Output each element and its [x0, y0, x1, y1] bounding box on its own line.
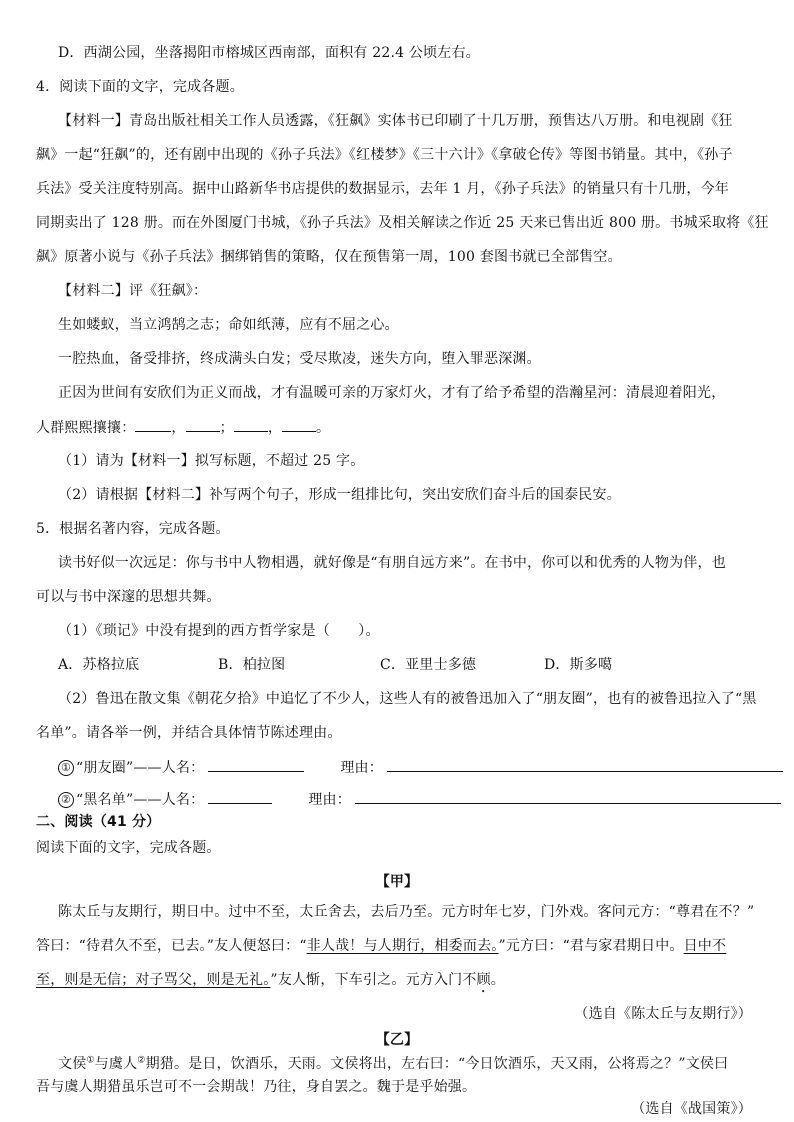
blacklist-reason-blank[interactable] [355, 789, 781, 804]
passage-yi-line2: 吾与虞人期猎虽乐岂可不一会期哉！乃往，身自罢之。魏于是乎始强。 [36, 1079, 477, 1095]
answer-blank-1[interactable] [135, 417, 171, 432]
underlined-sentence-2-end: 至，则是无信；对子骂父，则是无礼。 [36, 972, 271, 988]
q5-title: 5．根据名著内容，完成各题。 [36, 521, 230, 537]
q4-sub1: （1）请为【材料一】拟写标题，不超过 25 字。 [58, 453, 365, 469]
q5-para-line1: 读书好似一次远足：你与书中人物相遇，就好像是“有朋自远方来”。在书中，你可以和优秀的人物为伴，也 [58, 555, 726, 571]
material2-heading: 【材料二】评《狂飙》： [58, 283, 208, 299]
q5-sub2-line1: （2）鲁迅在散文集《朝花夕拾》中追忆了不少人，这些人有的被鲁迅加入了“朋友圈”，也有的被鲁迅拉入了“黑 [58, 691, 757, 707]
footnote-marker-2: ② [137, 1055, 146, 1066]
option-a[interactable]: A．苏格拉底 [58, 657, 140, 673]
friend-reason-blank[interactable] [387, 757, 783, 772]
answer-blank-4[interactable] [282, 417, 316, 432]
q4-sub2: （2）请根据【材料二】补写两个句子，形成一组排比句，突出安欣们奋斗后的国泰民安。 [58, 487, 621, 503]
q4-title: 4．阅读下面的文字，完成各题。 [36, 79, 244, 95]
q5-sub1: （1）《琐记》中没有提到的西方哲学家是（ ）。 [58, 623, 380, 639]
material2-line1: 生如蝼蚁，当立鸿鹄之志；命如纸薄，应有不屈之心。 [58, 317, 399, 333]
answer-blank-2[interactable] [186, 417, 220, 432]
passage-yi-line1: 文侯①与虞人②期猎。是日，饮酒乐，天雨。文侯将出，左右曰：“今日饮酒乐，天又雨，公将焉之？”文侯曰 [58, 1055, 729, 1072]
q5-para-line2: 可以与书中深邃的思想共舞。 [36, 589, 221, 605]
passage-jia-line2: 答曰：“待君久不至，已去。”友人便怒曰：“非人哉！与人期行，相委而去。”元方曰：“君与家君期日中。日中不 [36, 938, 727, 954]
blacklist-name-blank[interactable] [208, 789, 272, 804]
passage-jia-line3: 至，则是无信；对子骂父，则是无礼。”友人惭，下车引之。元方入门不顾。 [36, 972, 505, 988]
friend-circle-row: ① “朋友圈”——人名： 理由： [58, 757, 783, 778]
section2-title: 二、阅读（41 分） [36, 814, 161, 830]
option-d[interactable]: D．斯多噶 [544, 657, 613, 673]
answer-blank-3[interactable] [234, 417, 268, 432]
underlined-sentence-1: 非人哉！与人期行，相委而去。 [306, 938, 499, 954]
option-c[interactable]: C．亚里士多德 [380, 657, 477, 673]
q3-option-d: D．西湖公园，坐落揭阳市榕城区西南部，面积有 22.4 公顷左右。 [58, 45, 480, 61]
friend-name-blank[interactable] [208, 757, 304, 772]
passage-jia-source: （选自《陈太丘与友期行》） [574, 1006, 752, 1022]
material1-line3: 兵法》受关注度特别高。据中山路新华书店提供的数据显示，去年 1 月，《孙子兵法》的销量只有十几册，今年 [36, 181, 730, 197]
material1-line1: 【材料一】青岛出版社相关工作人员透露，《狂飙》实体书已印刷了十几万册，预售达八万册。和电视剧《狂 [58, 113, 733, 129]
q5-sub2-line2: 名单”。请各举一例，并结合具体情节陈述理由。 [36, 725, 342, 741]
circled-number-2: ② [58, 792, 74, 808]
footnote-marker-1: ① [86, 1055, 95, 1066]
material2-line4: 人群熙熙攘攘： ， ； ， 。 [36, 417, 330, 438]
material2-line3: 正因为世间有安欣们为正义而战，才有温暖可亲的万家灯火，才有了给予希望的浩瀚星河：清晨迎着阳光， [58, 385, 726, 401]
circled-number-1: ① [58, 760, 74, 776]
material1-line4: 同期卖出了 128 册。而在外图厦门书城，《孙子兵法》及相关解读之作近 25 天来已售出近 800 册。书城采取将《狂 [36, 215, 769, 231]
passage-jia-line1: 陈太丘与友期行，期日中。过中不至，太丘舍去，去后乃至。元方时年七岁，门外戏。客问元方：“尊君在不？” [58, 904, 755, 920]
material1-line5: 飙》原著小说与《孙子兵法》捆绑销售的策略，仅在预售第一周，100 套图书就已全部售空。 [36, 249, 622, 265]
emphasized-char: 顾 [476, 972, 491, 988]
passage-yi-title: 【乙】 [375, 1032, 419, 1048]
underlined-sentence-2-start: 日中不 [683, 938, 727, 954]
section2-intro: 阅读下面的文字，完成各题。 [36, 840, 221, 856]
material2-line2: 一腔热血，备受排挤，终成满头白发；受尽欺凌，迷失方向，堕入罪恶深渊。 [58, 351, 541, 367]
material1-line2: 飙》一起“狂飙”的，还有剧中出现的《孙子兵法》《红楼梦》《三十六计》《拿破仑传》等图书销量。其中，《孙子 [36, 147, 733, 163]
option-b[interactable]: B．柏拉图 [218, 657, 286, 673]
passage-jia-title: 【甲】 [375, 874, 419, 890]
blacklist-row: ② “黑名单”——人名： 理由： [58, 789, 781, 810]
passage-yi-source: （选自《战国策》） [631, 1101, 752, 1117]
